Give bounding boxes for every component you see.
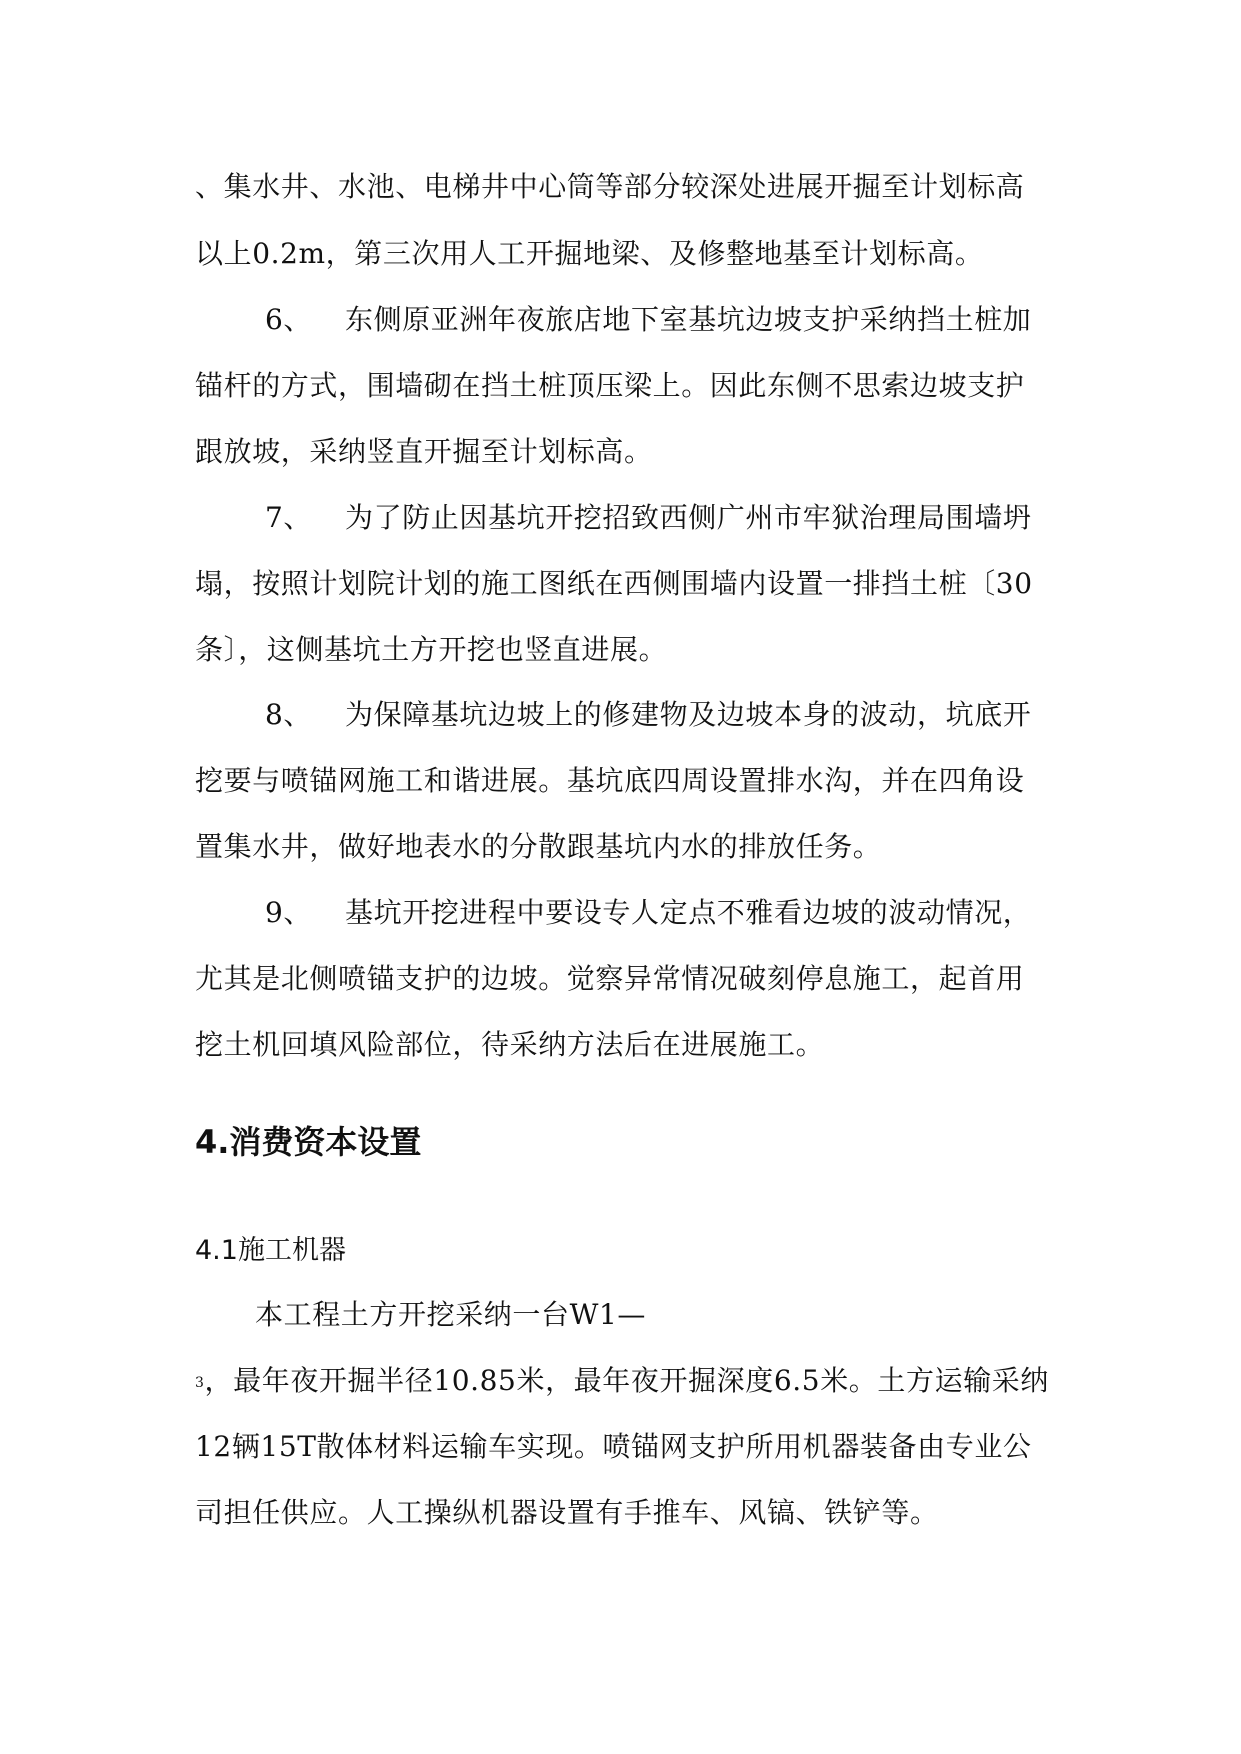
text-line: 挖要与喷锚网施工和谐进展。基坑底四周设置排水沟，并在四角设 (195, 764, 1025, 797)
list-item-text: 为保障基坑边坡上的修建物及边坡本身的波动，坑底开 (345, 698, 1032, 731)
paragraph-line (195, 1363, 1049, 1399)
text-line: 尤其是北侧喷锚支护的边坡。觉察异常情况破刻停息施工，起首用 (195, 962, 1025, 995)
text-line: 置集水井，做好地表水的分散跟基坑内水的排放任务。 (195, 830, 882, 863)
text-line: 、集水井、水池、电梯井中心筒等部分较深处进展开掘至计划标高 (195, 170, 1025, 203)
paragraph-line: 本工程土方开挖采纳一台W1— (255, 1298, 646, 1331)
list-item-text: 为了防止因基坑开挖招致西侧广州市牢狱治理局围墙坍 (345, 501, 1032, 534)
subsection-heading: 4.1施工机器 (195, 1235, 346, 1266)
text-line: 挖土机回填风险部位，待采纳方法后在进展施工。 (195, 1028, 825, 1061)
list-item-first-line (265, 895, 1031, 931)
list-item-number: 8、 (265, 698, 313, 731)
list-item-first-line (265, 302, 1031, 338)
list-item-number: 6、 (265, 303, 313, 336)
section-heading: 4.消费资本设置 (195, 1123, 422, 1161)
list-item-text: 东侧原亚洲年夜旅店地下室基坑边坡支护采纳挡土桩加 (345, 303, 1032, 336)
list-item-number: 7、 (265, 501, 313, 534)
superscript: 3 (195, 1375, 205, 1391)
text-line: 塌，按照计划院计划的施工图纸在西侧围墙内设置一排挡土桩〔30 (195, 567, 1033, 600)
text-line: 条〕，这侧基坑土方开挖也竖直进展。 (195, 633, 668, 666)
paragraph-line: 12辆15T散体材料运输车实现。喷锚网支护所用机器装备由专业公 (195, 1430, 1032, 1463)
list-item-number: 9、 (265, 896, 313, 929)
list-item-first-line (265, 500, 1031, 536)
text-line: 锚杆的方式，围墙砌在挡土桩顶压梁上。因此东侧不思索边坡支护 (195, 369, 1025, 402)
list-item-first-line (265, 697, 1031, 733)
list-item-text: 基坑开挖进程中要设专人定点不雅看边坡的波动情况， (345, 896, 1032, 929)
paragraph-text: ，最年夜开掘半径10.85米，最年夜开掘深度6.5米。土方运输采纳 (204, 1364, 1050, 1397)
paragraph-line: 司担任供应。人工操纵机器设置有手推车、风镐、铁铲等。 (195, 1496, 939, 1529)
text-line: 跟放坡，采纳竖直开掘至计划标高。 (195, 435, 653, 468)
text-line: 以上0.2m，第三次用人工开掘地梁、及修整地基至计划标高。 (195, 237, 984, 270)
